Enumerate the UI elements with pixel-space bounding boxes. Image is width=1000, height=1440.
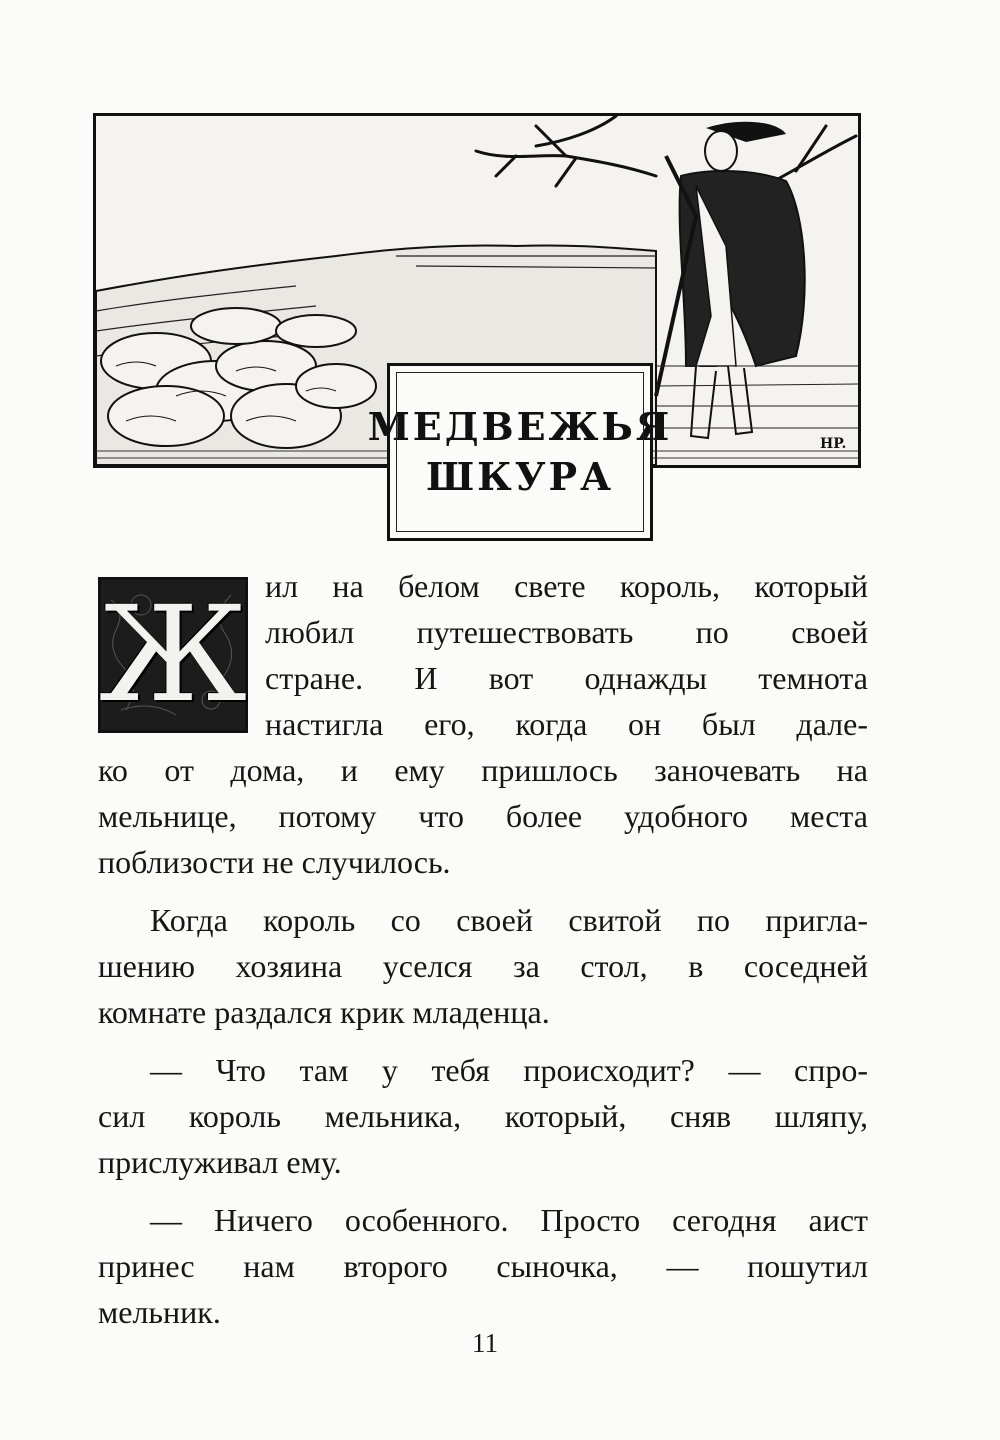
text-line: прислуживал ему. bbox=[98, 1144, 342, 1180]
text-line: сил король мельника, который, сняв шляпу, bbox=[98, 1098, 868, 1134]
text-line: поблизости не случилось. bbox=[98, 844, 451, 880]
text-line: мельнице, потому что более удобного места bbox=[98, 798, 868, 834]
chapter-illustration bbox=[93, 113, 861, 499]
text-line: комнате раздался крик младенца. bbox=[98, 994, 550, 1030]
text-line: — Что там у тебя происходит? — спро- bbox=[150, 1052, 868, 1088]
chapter-title-box bbox=[367, 363, 673, 541]
text-line: Когда король со своей свитой по пригла- bbox=[150, 902, 868, 938]
text-line: ил на белом свете король, который bbox=[265, 568, 868, 604]
text-line: любил путешествовать по своей bbox=[265, 614, 868, 650]
chapter-title-line-1: МЕДВЕЖЬЯ bbox=[367, 404, 673, 449]
chapter-title-line-2: ШКУРА bbox=[425, 454, 615, 499]
body-text bbox=[98, 563, 868, 1335]
text-line: мельник. bbox=[98, 1294, 221, 1330]
text-line: настигла его, когда он был дале- bbox=[265, 706, 868, 742]
text-line: ко от дома, и ему пришлось заночевать на bbox=[98, 752, 868, 788]
drop-cap-letter: Ж bbox=[98, 578, 248, 732]
text-line: принес нам второго сыночка, — пошутил bbox=[98, 1248, 868, 1284]
illustrator-mark: HP. bbox=[820, 436, 847, 452]
page-number: 11 bbox=[472, 1328, 498, 1358]
text-line: стране. И вот однажды темнота bbox=[265, 660, 868, 696]
text-line: шению хозяина уселся за стол, в соседней bbox=[98, 948, 868, 984]
text-line: — Ничего особенного. Просто сегодня аист bbox=[150, 1202, 868, 1238]
